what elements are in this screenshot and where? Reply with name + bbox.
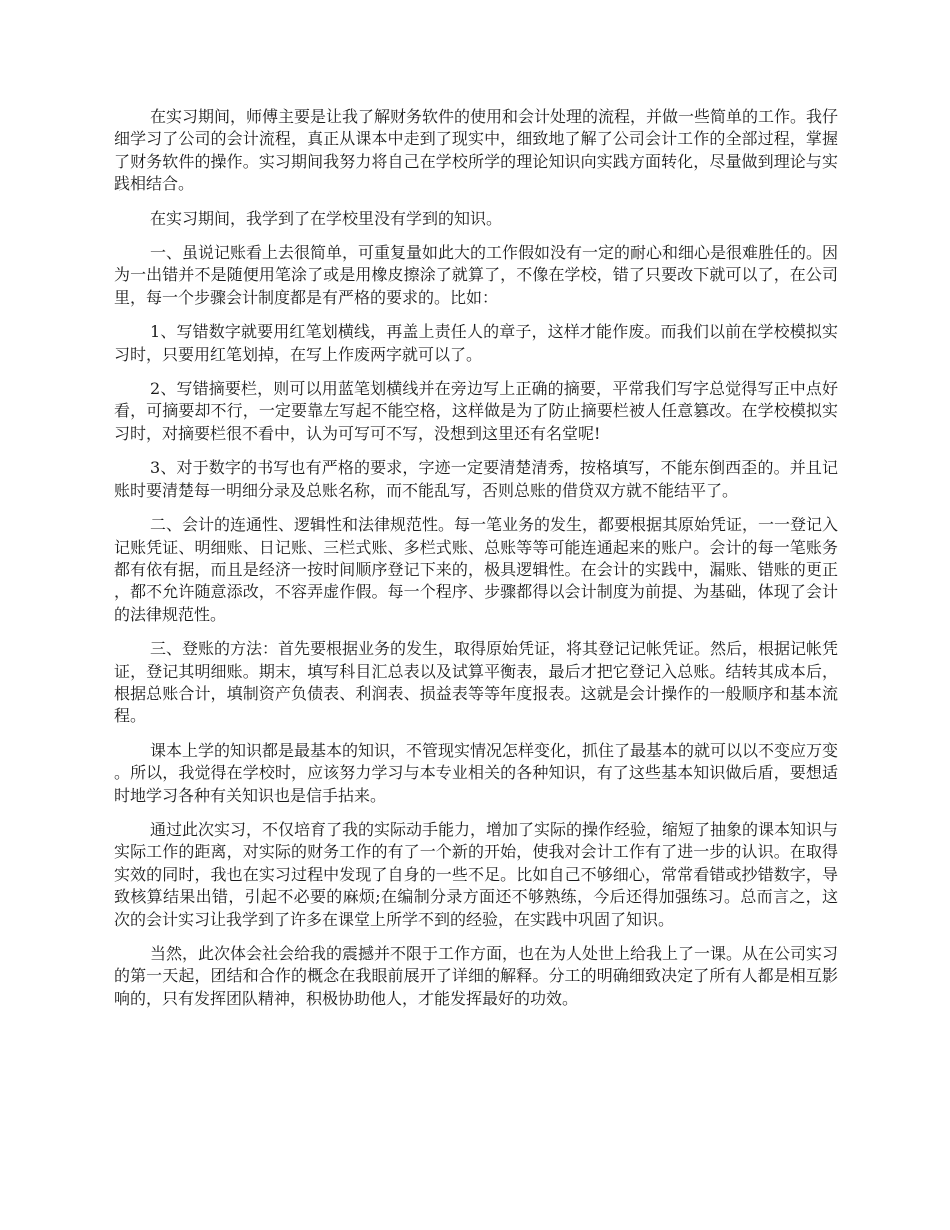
document-body [114,106,838,1022]
paragraph-summary: 通过此次实习，不仅培育了我的实际动手能力，增加了实际的操作经验，缩短了抽象的课本知识与实际工作的距离，对实际的财务工作的有了一个新的开始，使我对会计工作有了进一步的认识。在取得实效的同时，我也在实习过程中发现了自身的一些不足。比如自己不够细心，常常看错或抄错数字，导致核算结果出错，引起不必要的麻烦;在编制分录方面还不够熟练，今后还得加强练习。总而言之，这次的会计实习让我学到了许多在课堂上所学不到的经验，在实践中巩固了知识。 [114,819,839,929]
paragraph-conclusion: 当然，此次体会社会给我的震撼并不限于工作方面，也在为人处世上给我上了一课。从在公司实习的第一天起，团结和合作的概念在我眼前展开了详细的解释。分工的明确细致决定了所有人都是相互影响的，只有发挥团队精神，积极协助他人，才能发挥最好的功效。 [114,944,839,1008]
paragraph-intro: 在实习期间，师傅主要是让我了解财务软件的使用和会计处理的流程，并做一些简单的工作。我仔细学习了公司的会计流程，真正从课本中走到了现实中，细致地了解了公司会计工作的全部过程，掌握了财务软件的操作。实习期间我努力将自己在学校所学的理论知识向实践方面转化，尽量做到理论与实践相结合。 [114,107,839,194]
paragraph-item-2: 2、写错摘要栏，则可以用蓝笔划横线并在旁边写上正确的摘要，平常我们写字总觉得写正中点好看，可摘要却不行，一定要靠左写起不能空格，这样做是为了防止摘要栏被人任意篡改。在学校模拟实习时，对摘要栏很不看中，认为可写可不写，没想到这里还有名堂呢! [114,379,838,443]
paragraph-point-one: 一、虽说记账看上去很简单，可重复量如此大的工作假如没有一定的耐心和细心是很难胜任的。因为一出错并不是随便用笔涂了或是用橡皮擦涂了就算了，不像在学校，错了只要改下就可以了，在公司里，每一个步骤会计制度都是有严格的要求的。比如： [114,243,839,307]
paragraph-point-two: 二、会计的连通性、逻辑性和法律规范性。每一笔业务的发生，都要根据其原始凭证，一一登记入记账凭证、明细账、日记账、三栏式账、多栏式账、总账等等可能连通起来的账户。会计的每一笔账务都有依有据，而且是经济一按时间顺序登记下来的，极具逻辑性。在会计的实践中，漏账、错账的更正，都不允许随意添改，不容弄虚作假。每一个程序、步骤都得以会计制度为前提、为基础，体现了会计的法律规范性。 [114,515,839,624]
paragraph-item-3: 3、对于数字的书写也有严格的要求，字迹一定要清楚清秀，按格填写，不能东倒西歪的。并且记账时要清楚每一明细分录及总账名称，而不能乱写，否则总账的借贷双方就不能结平了。 [114,458,838,500]
paragraph-item-1: 1、写错数字就要用红笔划横线，再盖上责任人的章子，这样才能作废。而我们以前在学校模拟实习时，只要用红笔划掉，在写上作废两字就可以了。 [114,322,838,364]
paragraph-point-three: 三、登账的方法：首先要根据业务的发生，取得原始凭证，将其登记记帐凭证。然后，根据记帐凭证，登记其明细账。期末，填写科目汇总表以及试算平衡表，最后才把它登记入总账。结转其成本后，根据总账合计，填制资产负债表、利润表、损益表等等年度报表。这就是会计操作的一般顺序和基本流程。 [114,639,839,726]
paragraph-learned: 在实习期间，我学到了在学校里没有学到的知识。 [150,208,503,228]
paragraph-textbook: 课本上学的知识都是最基本的知识，不管现实情况怎样变化，抓住了最基本的就可以以不变应万变。所以，我觉得在学校时，应该努力学习与本专业相关的各种知识，有了这些基本知识做后盾，要想适时地学习各种有关知识也是信手拈来。 [114,740,839,805]
